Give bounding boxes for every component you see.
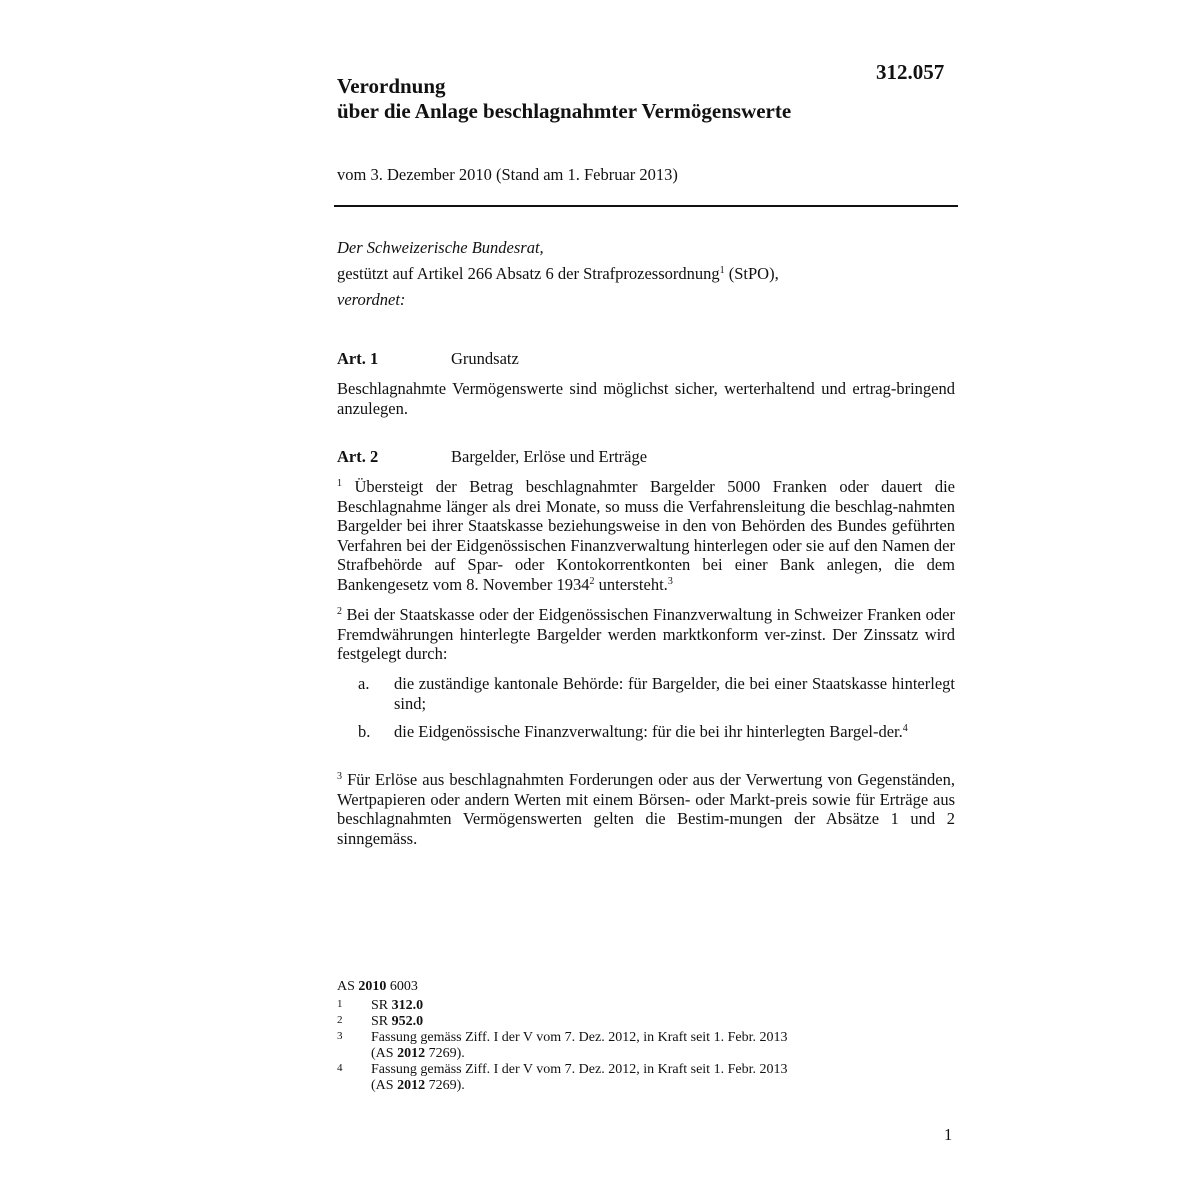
list-letter: b. bbox=[358, 722, 371, 741]
footnote-3 bbox=[337, 1030, 897, 1062]
article-title: Bargelder, Erlöse und Erträge bbox=[451, 447, 648, 466]
article-1-text: Beschlagnahmte Vermögenswerte sind möglichst sicher, werterhaltend und ertrag-bringend anzulegen. bbox=[337, 379, 955, 418]
title-line-1: Verordnung bbox=[337, 74, 446, 98]
preamble-authority: Der Schweizerische Bundesrat, bbox=[337, 238, 544, 257]
preamble-basis-suffix: (StPO), bbox=[724, 264, 779, 283]
article-2-paragraph-1 bbox=[337, 477, 955, 594]
document-title bbox=[337, 74, 791, 124]
article-2-paragraph-3 bbox=[337, 770, 955, 848]
ref-page: 7269). bbox=[425, 1078, 465, 1093]
preamble-decree: verordnet: bbox=[337, 290, 406, 309]
date-line: vom 3. Dezember 2010 (Stand am 1. Februar 2013) bbox=[337, 165, 678, 184]
ref-page: 7269). bbox=[425, 1046, 465, 1061]
paragraph-number: 2 bbox=[337, 606, 342, 617]
footnote-source-ref bbox=[371, 1046, 897, 1062]
ref-prefix: (AS bbox=[371, 1046, 398, 1061]
footnote-prefix: SR bbox=[371, 998, 392, 1013]
source-page: 6003 bbox=[386, 979, 418, 994]
footnote-sr-number: 312.0 bbox=[391, 998, 424, 1013]
sr-number: 312.057 bbox=[876, 60, 945, 84]
footnotes bbox=[337, 979, 897, 1094]
list-text-wrap bbox=[394, 722, 955, 742]
footnote-text: Fassung gemäss Ziff. I der V vom 7. Dez. 2012, in Kraft seit 1. Febr. 2013 bbox=[371, 1030, 788, 1045]
ref-year: 2012 bbox=[397, 1046, 426, 1061]
footnote-source-ref bbox=[371, 1078, 897, 1094]
list-letter: a. bbox=[358, 674, 370, 693]
paragraph-number: 3 bbox=[337, 771, 342, 782]
article-1-heading bbox=[337, 349, 519, 369]
article-title: Grundsatz bbox=[451, 349, 519, 368]
source-prefix: AS bbox=[337, 979, 359, 994]
footnote-ref: 4 bbox=[902, 723, 908, 734]
footnote-number: 4 bbox=[337, 1062, 343, 1074]
paragraph-text-end: untersteht. bbox=[594, 574, 668, 594]
page-number: 1 bbox=[944, 1125, 953, 1144]
preamble-basis bbox=[337, 261, 957, 287]
paragraph-text: Übersteigt der Betrag beschlagnahmter Bargelder 5000 Franken oder dauert die Beschlagnahme länger als drei Monate, so muss die Verfahrensleitung die beschlag-nahmten Bargelder bei ihrer Staatskasse beziehungsweise in den von Behörden des Bundes geführten Verfahren bei der Eidgenössischen Finanzverwaltung hinterlegen oder sie auf den Namen der Strafbehörde auf Spar- oder Kontokorrentkonten bei einer Bank anlegen, die dem Bankengesetz vom 8. November 1934 bbox=[337, 477, 956, 594]
article-2-heading bbox=[337, 447, 647, 467]
footnote-1 bbox=[337, 998, 897, 1014]
paragraph-number: 1 bbox=[337, 478, 342, 489]
paragraph-text: Bei der Staatskasse oder der Eidgenössischen Finanzverwaltung in Schweizer Franken oder Fremdwährungen hinterlegte Bargelder werden marktkonform ver-zinst. Der Zinssatz wird festgelegt durch: bbox=[337, 605, 955, 663]
footnote-number: 2 bbox=[337, 1014, 343, 1026]
ref-prefix: (AS bbox=[371, 1078, 398, 1093]
article-2-paragraph-2 bbox=[337, 605, 955, 664]
source-year: 2010 bbox=[358, 979, 387, 994]
article-number: Art. 1 bbox=[337, 349, 379, 368]
footnote-number: 1 bbox=[337, 998, 343, 1010]
footnote-4 bbox=[337, 1062, 897, 1094]
title-line-2: über die Anlage beschlagnahmter Vermögenswerte bbox=[337, 99, 792, 123]
footnote-sr-number: 952.0 bbox=[391, 1014, 424, 1029]
preamble-basis-text: gestützt auf Artikel 266 Absatz 6 der Strafprozessordnung bbox=[337, 264, 720, 283]
list-text: die Eidgenössische Finanzverwaltung: für die bei ihr hinterlegten Bargel-der. bbox=[394, 722, 903, 741]
footnote-ref: 1 bbox=[719, 265, 725, 276]
footnote-source bbox=[337, 979, 897, 995]
footnote-2 bbox=[337, 1014, 897, 1030]
footnote-number: 3 bbox=[337, 1030, 343, 1042]
footnote-text: Fassung gemäss Ziff. I der V vom 7. Dez. 2012, in Kraft seit 1. Febr. 2013 bbox=[371, 1062, 788, 1077]
footnote-ref: 3 bbox=[667, 575, 673, 587]
footnote-prefix: SR bbox=[371, 1014, 392, 1029]
paragraph-text: Für Erlöse aus beschlagnahmten Forderungen oder aus der Verwertung von Gegenständen, Wertpapieren oder andern Werten mit einem Börsen- oder Markt-preis sowie für Erträge aus beschlagnahmten Vermögenswerten gelten die Bestim-mungen der Absätze 1 und 2 sinngemäss. bbox=[337, 770, 955, 848]
list-text: die zuständige kantonale Behörde: für Bargelder, die bei einer Staatskasse hinterlegt sind; bbox=[394, 674, 955, 713]
ref-year: 2012 bbox=[397, 1078, 426, 1093]
preamble bbox=[337, 235, 957, 313]
footnote-ref: 2 bbox=[589, 575, 595, 587]
header-divider bbox=[334, 205, 958, 207]
article-number: Art. 2 bbox=[337, 447, 379, 466]
